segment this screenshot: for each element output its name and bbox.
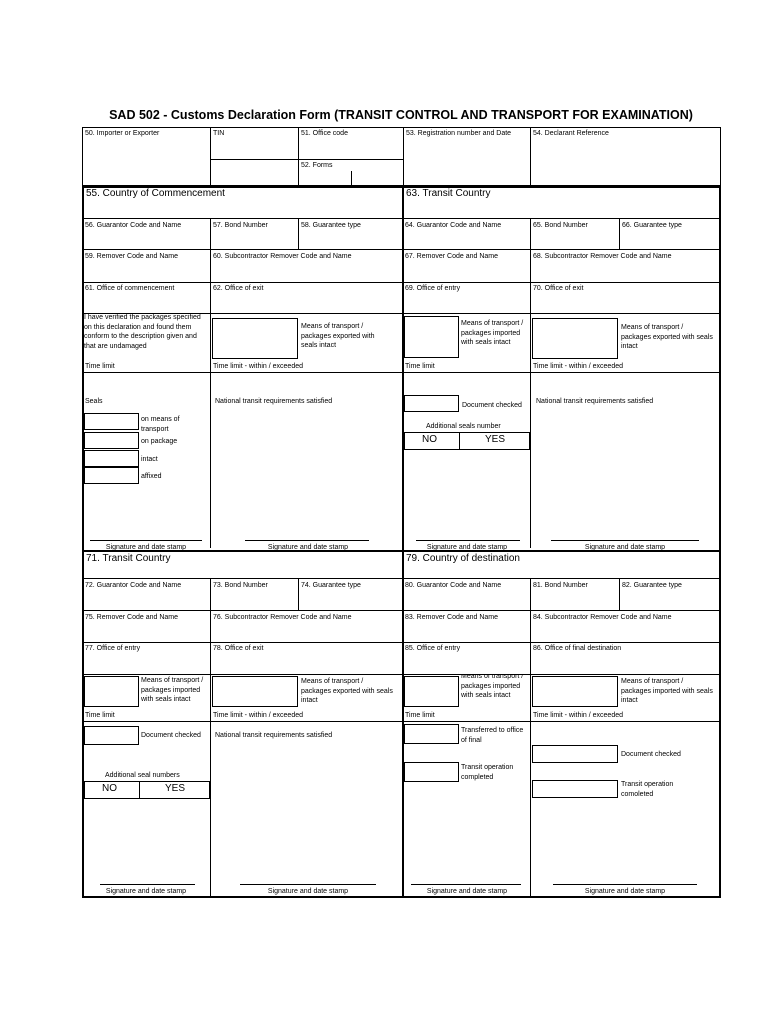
means-imported-box[interactable] [532, 676, 618, 707]
means-imported-clip [461, 674, 529, 707]
intact-label: intact [141, 456, 158, 463]
divider [402, 313, 721, 314]
on-package-label: on package [141, 438, 178, 445]
office-exit-label: 78. Office of exit [213, 645, 264, 652]
means-exported-box[interactable] [532, 318, 618, 359]
office-exit-label: 62. Office of exit [213, 285, 264, 292]
divider [298, 127, 299, 186]
signature-line[interactable] [245, 540, 369, 541]
guarantor-label: 64. Guarantor Code and Name [405, 222, 502, 229]
office-entry-label: 85. Office of entry [405, 645, 461, 652]
divider [530, 127, 531, 186]
divider [82, 578, 402, 579]
divider [210, 127, 211, 186]
country-destination-heading: 79. Country of destination [406, 553, 520, 564]
means-exported-box[interactable] [212, 318, 298, 359]
guarantor-label: 56. Guarantor Code and Name [85, 222, 182, 229]
forms-label: 52. Forms [301, 162, 333, 169]
bond-label: 57. Bond Number [213, 222, 268, 229]
yes-option[interactable]: YES [485, 434, 506, 445]
yes-option[interactable]: YES [165, 783, 186, 794]
remover-label: 59. Remover Code and Name [85, 253, 178, 260]
signature-label: Signature and date stamp [584, 888, 666, 895]
means-imported-box[interactable] [84, 676, 139, 707]
divider [210, 218, 211, 548]
signature-line[interactable] [416, 540, 520, 541]
no-option[interactable]: NO [422, 434, 437, 445]
remover-label: 75. Remover Code and Name [85, 614, 178, 621]
seals-label: Seals [85, 398, 103, 405]
divider [402, 674, 721, 675]
time-limit-within-label: Time limit - within / exceeded [533, 363, 623, 370]
header-section [82, 127, 721, 186]
signature-line[interactable] [553, 884, 697, 885]
divider [402, 282, 721, 283]
means-exported-label: Means of transport / packages exported with seals intact [301, 323, 375, 349]
center-divider [402, 186, 404, 898]
guarantee-type-label: 82. Guarantee type [622, 582, 682, 589]
bond-label: 73. Bond Number [213, 582, 268, 589]
office-code-label: 51. Office code [301, 130, 348, 137]
signature-label: Signature and date stamp [267, 544, 349, 551]
divider [210, 372, 402, 373]
guarantee-type-label: 74. Guarantee type [301, 582, 361, 589]
time-limit-within-label: Time limit - within / exceeded [213, 363, 303, 370]
divider [82, 282, 402, 283]
document-checked-box[interactable] [404, 395, 459, 412]
national-req-label: National transit requirements satisfied [536, 398, 654, 405]
signature-label: Signature and date stamp [267, 888, 349, 895]
signature-label: Signature and date stamp [426, 888, 508, 895]
transferred-label: Transferred to office of final [461, 727, 524, 744]
divider [402, 642, 721, 643]
means-exported-label: Means of transport / packages exported with seals intact [301, 678, 393, 704]
verified-statement: I have verified the packages specified on this declaration and found them conform to the description given and that are undamaged [84, 314, 201, 350]
time-limit-within-label: Time limit - within / exceeded [213, 712, 303, 719]
guarantee-type-label: 66. Guarantee type [622, 222, 682, 229]
signature-label: Signature and date stamp [105, 888, 187, 895]
divider [298, 218, 299, 249]
time-limit-label: Time limit [85, 712, 115, 719]
signature-line[interactable] [90, 540, 202, 541]
document-checked-box[interactable] [84, 726, 139, 745]
means-imported-label: Means of transport / packages imported with seals intact [461, 320, 524, 346]
transit-country-heading: 71. Transit Country [86, 553, 171, 564]
divider [351, 171, 352, 186]
means-exported-label: Means of transport / packages exported with seals intact [621, 324, 713, 350]
subcontractor-label: 76. Subcontractor Remover Code and Name [213, 614, 352, 621]
transferred-box[interactable] [404, 724, 459, 744]
document-checked-label: Document checked [141, 732, 201, 739]
divider [139, 781, 140, 799]
signature-label: Signature and date stamp [105, 544, 187, 551]
divider [298, 578, 299, 610]
guarantee-type-label: 58. Guarantee type [301, 222, 361, 229]
divider [402, 578, 721, 579]
divider [210, 578, 211, 897]
divider [402, 249, 721, 250]
divider [402, 372, 721, 373]
divider [82, 674, 402, 675]
divider [82, 721, 402, 722]
time-limit-label: Time limit [405, 363, 435, 370]
guarantor-label: 80. Guarantor Code and Name [405, 582, 502, 589]
divider [402, 610, 721, 611]
seals-means-box[interactable] [84, 413, 139, 430]
tin-label: TIN [213, 130, 225, 137]
divider [210, 159, 403, 160]
divider [619, 578, 620, 610]
no-option[interactable]: NO [102, 783, 117, 794]
on-means-label: on means of transport [141, 416, 180, 433]
subcontractor-label: 60. Subcontractor Remover Code and Name [213, 253, 352, 260]
subcontractor-label: 68. Subcontractor Remover Code and Name [533, 253, 672, 260]
seals-intact-box[interactable] [84, 450, 139, 467]
document-checked-label: Document checked [462, 402, 522, 409]
divider [82, 249, 402, 250]
transit-completed-box[interactable] [404, 762, 459, 782]
additional-seals-label: Additional seals number [426, 423, 501, 430]
importer-label: 50. Importer or Exporter [85, 130, 160, 137]
signature-line[interactable] [100, 884, 195, 885]
national-req-label: National transit requirements satisfied [215, 398, 333, 405]
divider [402, 218, 721, 219]
guarantor-label: 72. Guarantor Code and Name [85, 582, 182, 589]
office-entry-label: 77. Office of entry [85, 645, 141, 652]
means-imported-label: Means of transport / packages imported with seals intact [461, 674, 524, 699]
transit-completed-label: Transit operation completed [461, 764, 514, 781]
time-limit-label: Time limit [85, 363, 115, 370]
divider [530, 218, 531, 548]
office-final-label: 86. Office of final destination [533, 645, 622, 652]
remover-label: 83. Remover Code and Name [405, 614, 498, 621]
means-exported-box[interactable] [212, 676, 298, 707]
signature-label: Signature and date stamp [584, 544, 666, 551]
form-title: SAD 502 - Customs Declaration Form (TRANSIT CONTROL AND TRANSPORT FOR EXAMINATION) [109, 108, 693, 122]
office-commencement-label: 61. Office of commencement [85, 285, 175, 292]
signature-line[interactable] [411, 884, 521, 885]
time-limit-label: Time limit [405, 712, 435, 719]
time-limit-within-label: Time limit - within / exceeded [533, 712, 623, 719]
country-commencement-heading: 55. Country of Commencement [86, 188, 225, 199]
bond-label: 81. Bond Number [533, 582, 588, 589]
divider [459, 432, 460, 450]
divider [530, 578, 531, 897]
divider [402, 721, 721, 722]
declarant-ref-label: 54. Declarant Reference [533, 130, 609, 137]
bond-label: 65. Bond Number [533, 222, 588, 229]
means-imported-label: Means of transport / packages imported with seals intact [621, 678, 713, 704]
seals-package-box[interactable] [84, 432, 139, 449]
affixed-label: affixed [141, 473, 162, 480]
means-imported-box[interactable] [404, 676, 459, 707]
divider [82, 218, 402, 219]
divider [403, 127, 404, 186]
transit-country-heading: 63. Transit Country [406, 188, 491, 199]
seals-affixed-box[interactable] [84, 467, 139, 484]
signature-line[interactable] [551, 540, 699, 541]
means-imported-box[interactable] [404, 316, 459, 358]
signature-line[interactable] [240, 884, 376, 885]
transit-completed-box[interactable] [532, 780, 618, 798]
remover-label: 67. Remover Code and Name [405, 253, 498, 260]
divider [82, 372, 210, 373]
means-imported-label: Means of transport / packages imported with seals intact [141, 677, 204, 703]
divider [82, 610, 402, 611]
subcontractor-label: 84. Subcontractor Remover Code and Name [533, 614, 672, 621]
additional-seals-label: Additional seal numbers [105, 772, 180, 779]
office-exit-label: 70. Office of exit [533, 285, 584, 292]
transit-completed-label: Transit operation comoleted [621, 781, 674, 798]
document-checked-box[interactable] [532, 745, 618, 763]
registration-label: 53. Registration number and Date [406, 130, 512, 137]
document-checked-label: Document checked [621, 751, 681, 758]
signature-label: Signature and date stamp [426, 544, 508, 551]
divider [82, 642, 402, 643]
divider [619, 218, 620, 249]
office-entry-label: 69. Office of entry [405, 285, 461, 292]
national-req-label: National transit requirements satisfied [215, 732, 333, 739]
